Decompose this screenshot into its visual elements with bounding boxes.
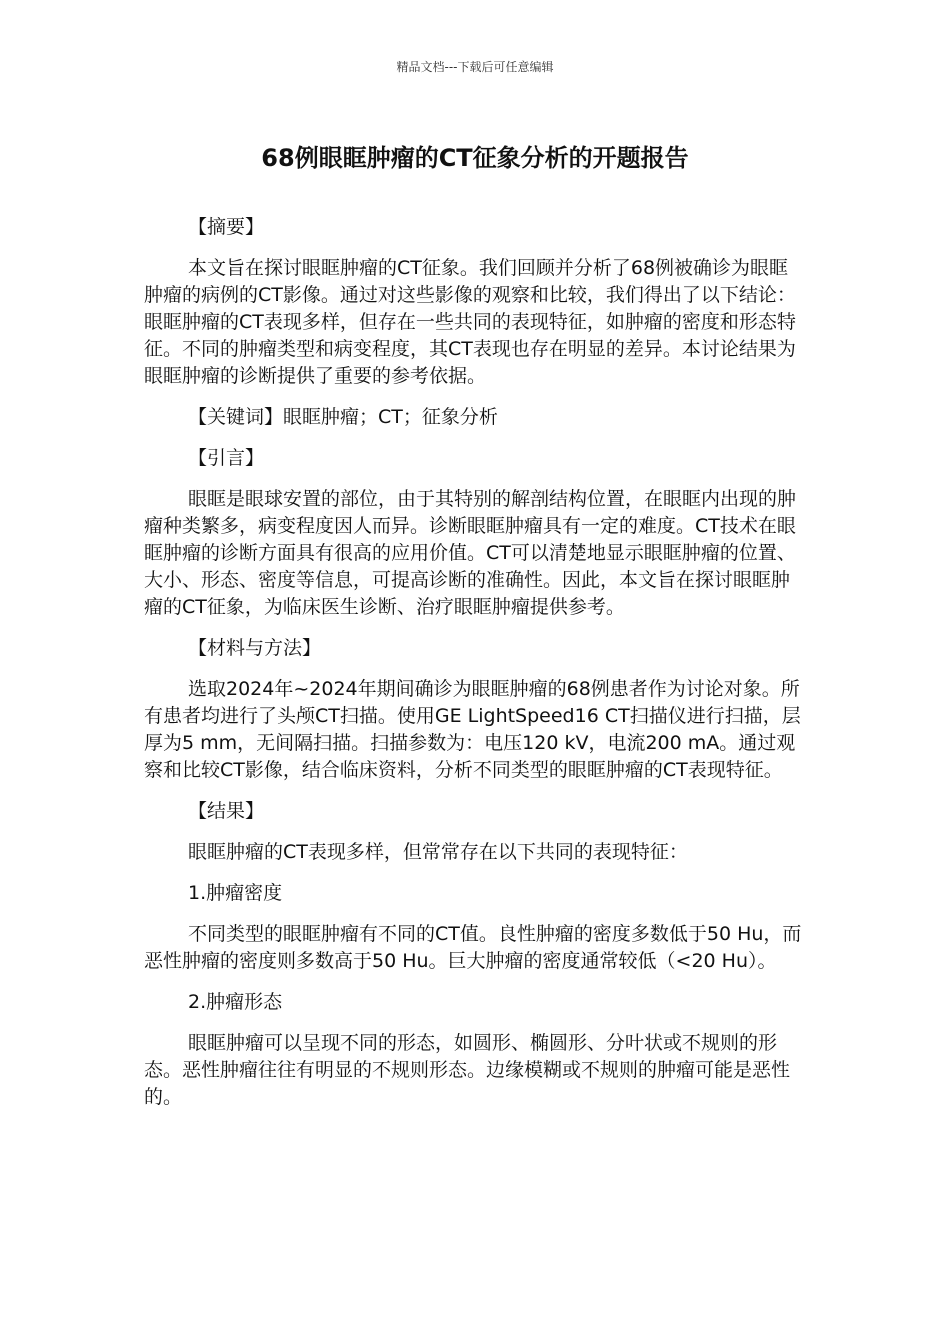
shape-subheading: 2.肿瘤形态	[188, 991, 283, 1013]
abstract-heading: 【摘要】	[188, 216, 265, 238]
document-title: 68例眼眶肿瘤的CT征象分析的开题报告	[261, 144, 689, 172]
intro-paragraph: 眼眶是眼球安置的部位，由于其特别的解剖结构位置，在眼眶内出现的肿瘤种类繁多，病变程度因人而异。诊断眼眶肿瘤具有一定的难度。CT技术在眼眶肿瘤的诊断方面具有很高的应用价值。CT可以清楚地显示眼眶肿瘤的位置、大小、形态、密度等信息，可提高诊断的准确性。因此，本文旨在探讨眼眶肿瘤的CT征象，为临床医生诊断、治疗眼眶肿瘤提供参考。	[144, 488, 797, 618]
results-heading: 【结果】	[188, 800, 265, 822]
methods-paragraph: 选取2024年~2024年期间确诊为眼眶肿瘤的68例患者作为讨论对象。所有患者均进行了头颅CT扫描。使用GE LightSpeed16 CT扫描仪进行扫描，层厚为5 mm，无间隔扫描。扫描参数为：电压120 kV，电流200 mA。通过观察和比较CT影像，结合临床资料，分析不同类型的眼眶肿瘤的CT表现特征。	[144, 678, 801, 781]
results-intro-paragraph: 眼眶肿瘤的CT表现多样，但常常存在以下共同的表现特征：	[188, 841, 688, 863]
abstract-paragraph: 本文旨在探讨眼眶肿瘤的CT征象。我们回顾并分析了68例被确诊为眼眶肿瘤的病例的CT影像。通过对这些影像的观察和比较，我们得出了以下结论：眼眶肿瘤的CT表现多样，但存在一些共同的表现特征，如肿瘤的密度和形态特征。不同的肿瘤类型和病变程度，其CT表现也存在明显的差异。本讨论结果为眼眶肿瘤的诊断提供了重要的参考依据。	[144, 257, 796, 387]
methods-heading: 【材料与方法】	[188, 637, 322, 659]
density-subheading: 1.肿瘤密度	[188, 882, 283, 904]
keywords-line: 【关键词】眼眶肿瘤；CT；征象分析	[188, 406, 498, 428]
shape-paragraph: 眼眶肿瘤可以呈现不同的形态，如圆形、椭圆形、分叶状或不规则的形态。恶性肿瘤往往有明显的不规则形态。边缘模糊或不规则的肿瘤可能是恶性的。	[144, 1032, 791, 1108]
document-body	[144, 214, 806, 1125]
intro-heading: 【引言】	[188, 447, 265, 469]
header-note: 精品文档---下载后可任意编辑	[396, 60, 554, 74]
density-paragraph: 不同类型的眼眶肿瘤有不同的CT值。良性肿瘤的密度多数低于50 Hu，而恶性肿瘤的密度则多数高于50 Hu。巨大肿瘤的密度通常较低（<20 Hu）。	[144, 923, 802, 972]
